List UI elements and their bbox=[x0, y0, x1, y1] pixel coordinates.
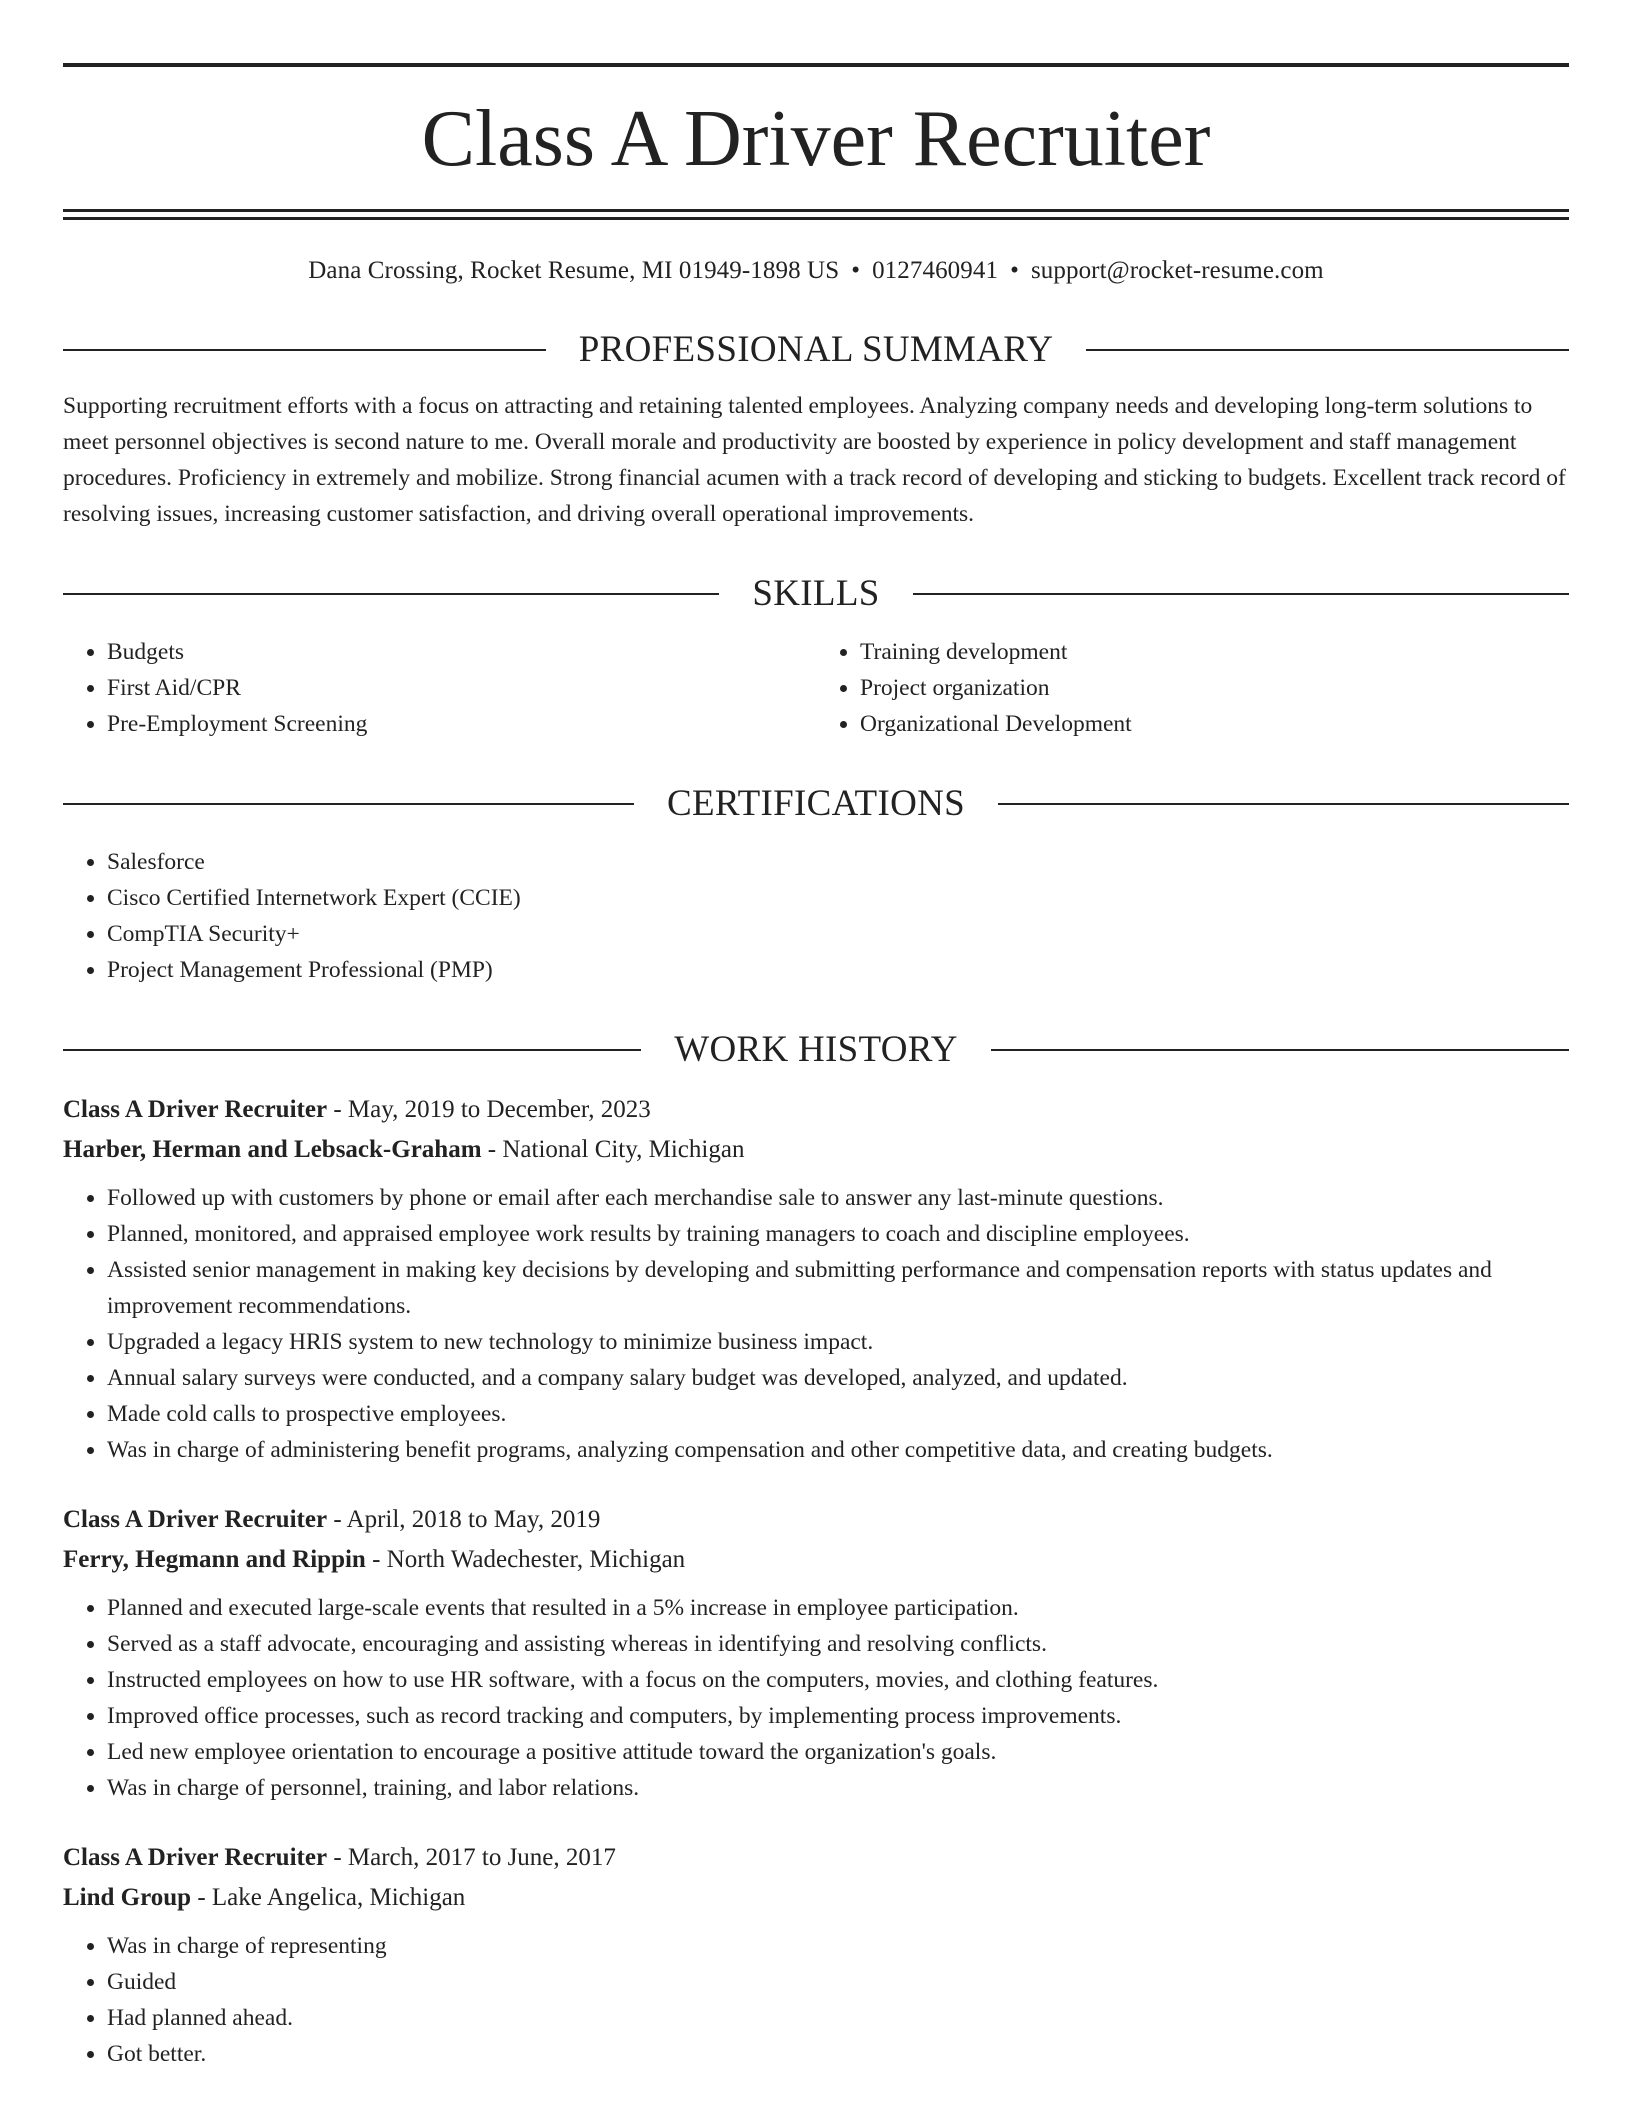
heading-rule-right bbox=[913, 593, 1569, 595]
double-rule bbox=[63, 209, 1569, 220]
heading-rule-right bbox=[998, 803, 1569, 805]
job-bullet: • Planned, monitored, and appraised employee work results by training managers to coach and discipline employees. bbox=[107, 1216, 1569, 1252]
job-company-line bbox=[63, 1540, 1569, 1580]
job-location: - Lake Angelica, Michigan bbox=[191, 1884, 466, 1911]
job-company-line bbox=[63, 1878, 1569, 1918]
heading-rule-left bbox=[63, 1049, 641, 1051]
contact-line bbox=[63, 254, 1569, 288]
certifications-list bbox=[63, 844, 1569, 988]
job-bullet: • Assisted senior management in making key decisions by developing and submitting performance and compensation reports with status updates and improvement recommendations. bbox=[107, 1252, 1569, 1324]
skills-list-right bbox=[816, 634, 1569, 742]
job-bullet: • Improved office processes, such as record tracking and computers, by implementing process improvements. bbox=[107, 1698, 1569, 1734]
job-bullet: • Had planned ahead. bbox=[107, 2000, 1569, 2036]
contact-separator: • bbox=[851, 257, 861, 284]
job-bullets bbox=[63, 1590, 1569, 1806]
job-dates: - March, 2017 to June, 2017 bbox=[327, 1844, 616, 1871]
skill-item: • Budgets bbox=[107, 634, 816, 670]
contact-address: Dana Crossing, Rocket Resume, MI 01949-1898 US bbox=[308, 257, 840, 284]
job-bullets bbox=[63, 1180, 1569, 1468]
job-entry bbox=[63, 1838, 1569, 2072]
contact-email: support@rocket-resume.com bbox=[1030, 257, 1324, 284]
job-title: Class A Driver Recruiter bbox=[63, 1844, 328, 1871]
job-bullet: • Annual salary surveys were conducted, and a company salary budget was developed, analyzed, and updated. bbox=[107, 1360, 1569, 1396]
heading-rule-left bbox=[63, 803, 634, 805]
job-bullet: • Followed up with customers by phone or email after each merchandise sale to answer any last-minute questions. bbox=[107, 1180, 1569, 1216]
job-company: Harber, Herman and Lebsack-Graham bbox=[63, 1136, 482, 1163]
certifications-heading bbox=[63, 782, 1569, 826]
skill-item: • Pre-Employment Screening bbox=[107, 706, 816, 742]
heading-rule-left bbox=[63, 349, 546, 351]
job-title: Class A Driver Recruiter bbox=[63, 1096, 328, 1123]
summary-heading bbox=[63, 328, 1569, 372]
job-bullet: • Served as a staff advocate, encouraging and assisting whereas in identifying and resolving conflicts. bbox=[107, 1626, 1569, 1662]
summary-text: Supporting recruitment efforts with a focus on attracting and retaining talented employees. Analyzing company needs and developing long-term solutions to meet personnel objectives is second nature to me. Overall morale and productivity are boosted by experience in policy development and staff management procedures. Proficiency in extremely and mobilize. Strong financial acumen with a track record of developing and sticking to budgets. Excellent track record of resolving issues, increasing customer satisfaction, and driving overall operational improvements. bbox=[63, 393, 1566, 527]
job-bullet: • Upgraded a legacy HRIS system to new technology to minimize business impact. bbox=[107, 1324, 1569, 1360]
job-bullets bbox=[63, 1928, 1569, 2072]
job-bullet: • Guided bbox=[107, 1964, 1569, 2000]
summary-title: PROFESSIONAL SUMMARY bbox=[578, 329, 1054, 370]
work-history-title: WORK HISTORY bbox=[674, 1029, 958, 1070]
skills-columns bbox=[63, 634, 1569, 742]
job-bullet: • Instructed employees on how to use HR software, with a focus on the computers, movies, and clothing features. bbox=[107, 1662, 1569, 1698]
heading-rule-right bbox=[991, 1049, 1569, 1051]
job-bullet: • Was in charge of personnel, training, and labor relations. bbox=[107, 1770, 1569, 1806]
heading-rule-right bbox=[1086, 349, 1569, 351]
job-bullet: • Planned and executed large-scale events that resulted in a 5% increase in employee participation. bbox=[107, 1590, 1569, 1626]
heading-rule-left bbox=[63, 593, 719, 595]
job-company: Ferry, Hegmann and Rippin bbox=[63, 1546, 366, 1573]
skill-item: • Project organization bbox=[860, 670, 1569, 706]
skills-list-left bbox=[63, 634, 816, 742]
contact-separator: • bbox=[1010, 257, 1019, 284]
certification-item: • Project Management Professional (PMP) bbox=[107, 952, 1569, 988]
job-dates: - May, 2019 to December, 2023 bbox=[327, 1096, 651, 1123]
job-bullet: • Got better. bbox=[107, 2036, 1569, 2072]
job-bullet: • Led new employee orientation to encourage a positive attitude toward the organization's goals. bbox=[107, 1734, 1569, 1770]
certification-item: • Cisco Certified Internetwork Expert (CCIE) bbox=[107, 880, 1569, 916]
certifications-title: CERTIFICATIONS bbox=[667, 783, 965, 824]
job-bullet: • Made cold calls to prospective employees. bbox=[107, 1396, 1569, 1432]
job-location: - North Wadechester, Michigan bbox=[365, 1546, 686, 1573]
job-company: Lind Group bbox=[63, 1884, 192, 1911]
work-history-heading bbox=[63, 1028, 1569, 1072]
job-title-line bbox=[63, 1838, 1569, 1878]
skills-heading bbox=[63, 572, 1569, 616]
job-title: Class A Driver Recruiter bbox=[63, 1506, 328, 1533]
skill-item: • First Aid/CPR bbox=[107, 670, 816, 706]
resume-name: Class A Driver Recruiter bbox=[421, 95, 1211, 183]
job-title-line bbox=[63, 1500, 1569, 1540]
top-rule bbox=[63, 63, 1569, 67]
job-dates: - April, 2018 to May, 2019 bbox=[327, 1506, 601, 1533]
job-title-line bbox=[63, 1090, 1569, 1130]
job-location: - National City, Michigan bbox=[481, 1136, 745, 1163]
skill-item: • Organizational Development bbox=[860, 706, 1569, 742]
certification-item: • CompTIA Security+ bbox=[107, 916, 1569, 952]
job-bullet: • Was in charge of representing bbox=[107, 1928, 1569, 1964]
job-entry bbox=[63, 1500, 1569, 1806]
skills-title: SKILLS bbox=[752, 573, 880, 614]
job-bullet: • Was in charge of administering benefit programs, analyzing compensation and other competitive data, and creating budgets. bbox=[107, 1432, 1569, 1468]
job-entry bbox=[63, 1090, 1569, 1468]
job-company-line bbox=[63, 1130, 1569, 1170]
contact-phone: 0127460941 bbox=[872, 257, 999, 284]
skill-item: • Training development bbox=[860, 634, 1569, 670]
certification-item: • Salesforce bbox=[107, 844, 1569, 880]
